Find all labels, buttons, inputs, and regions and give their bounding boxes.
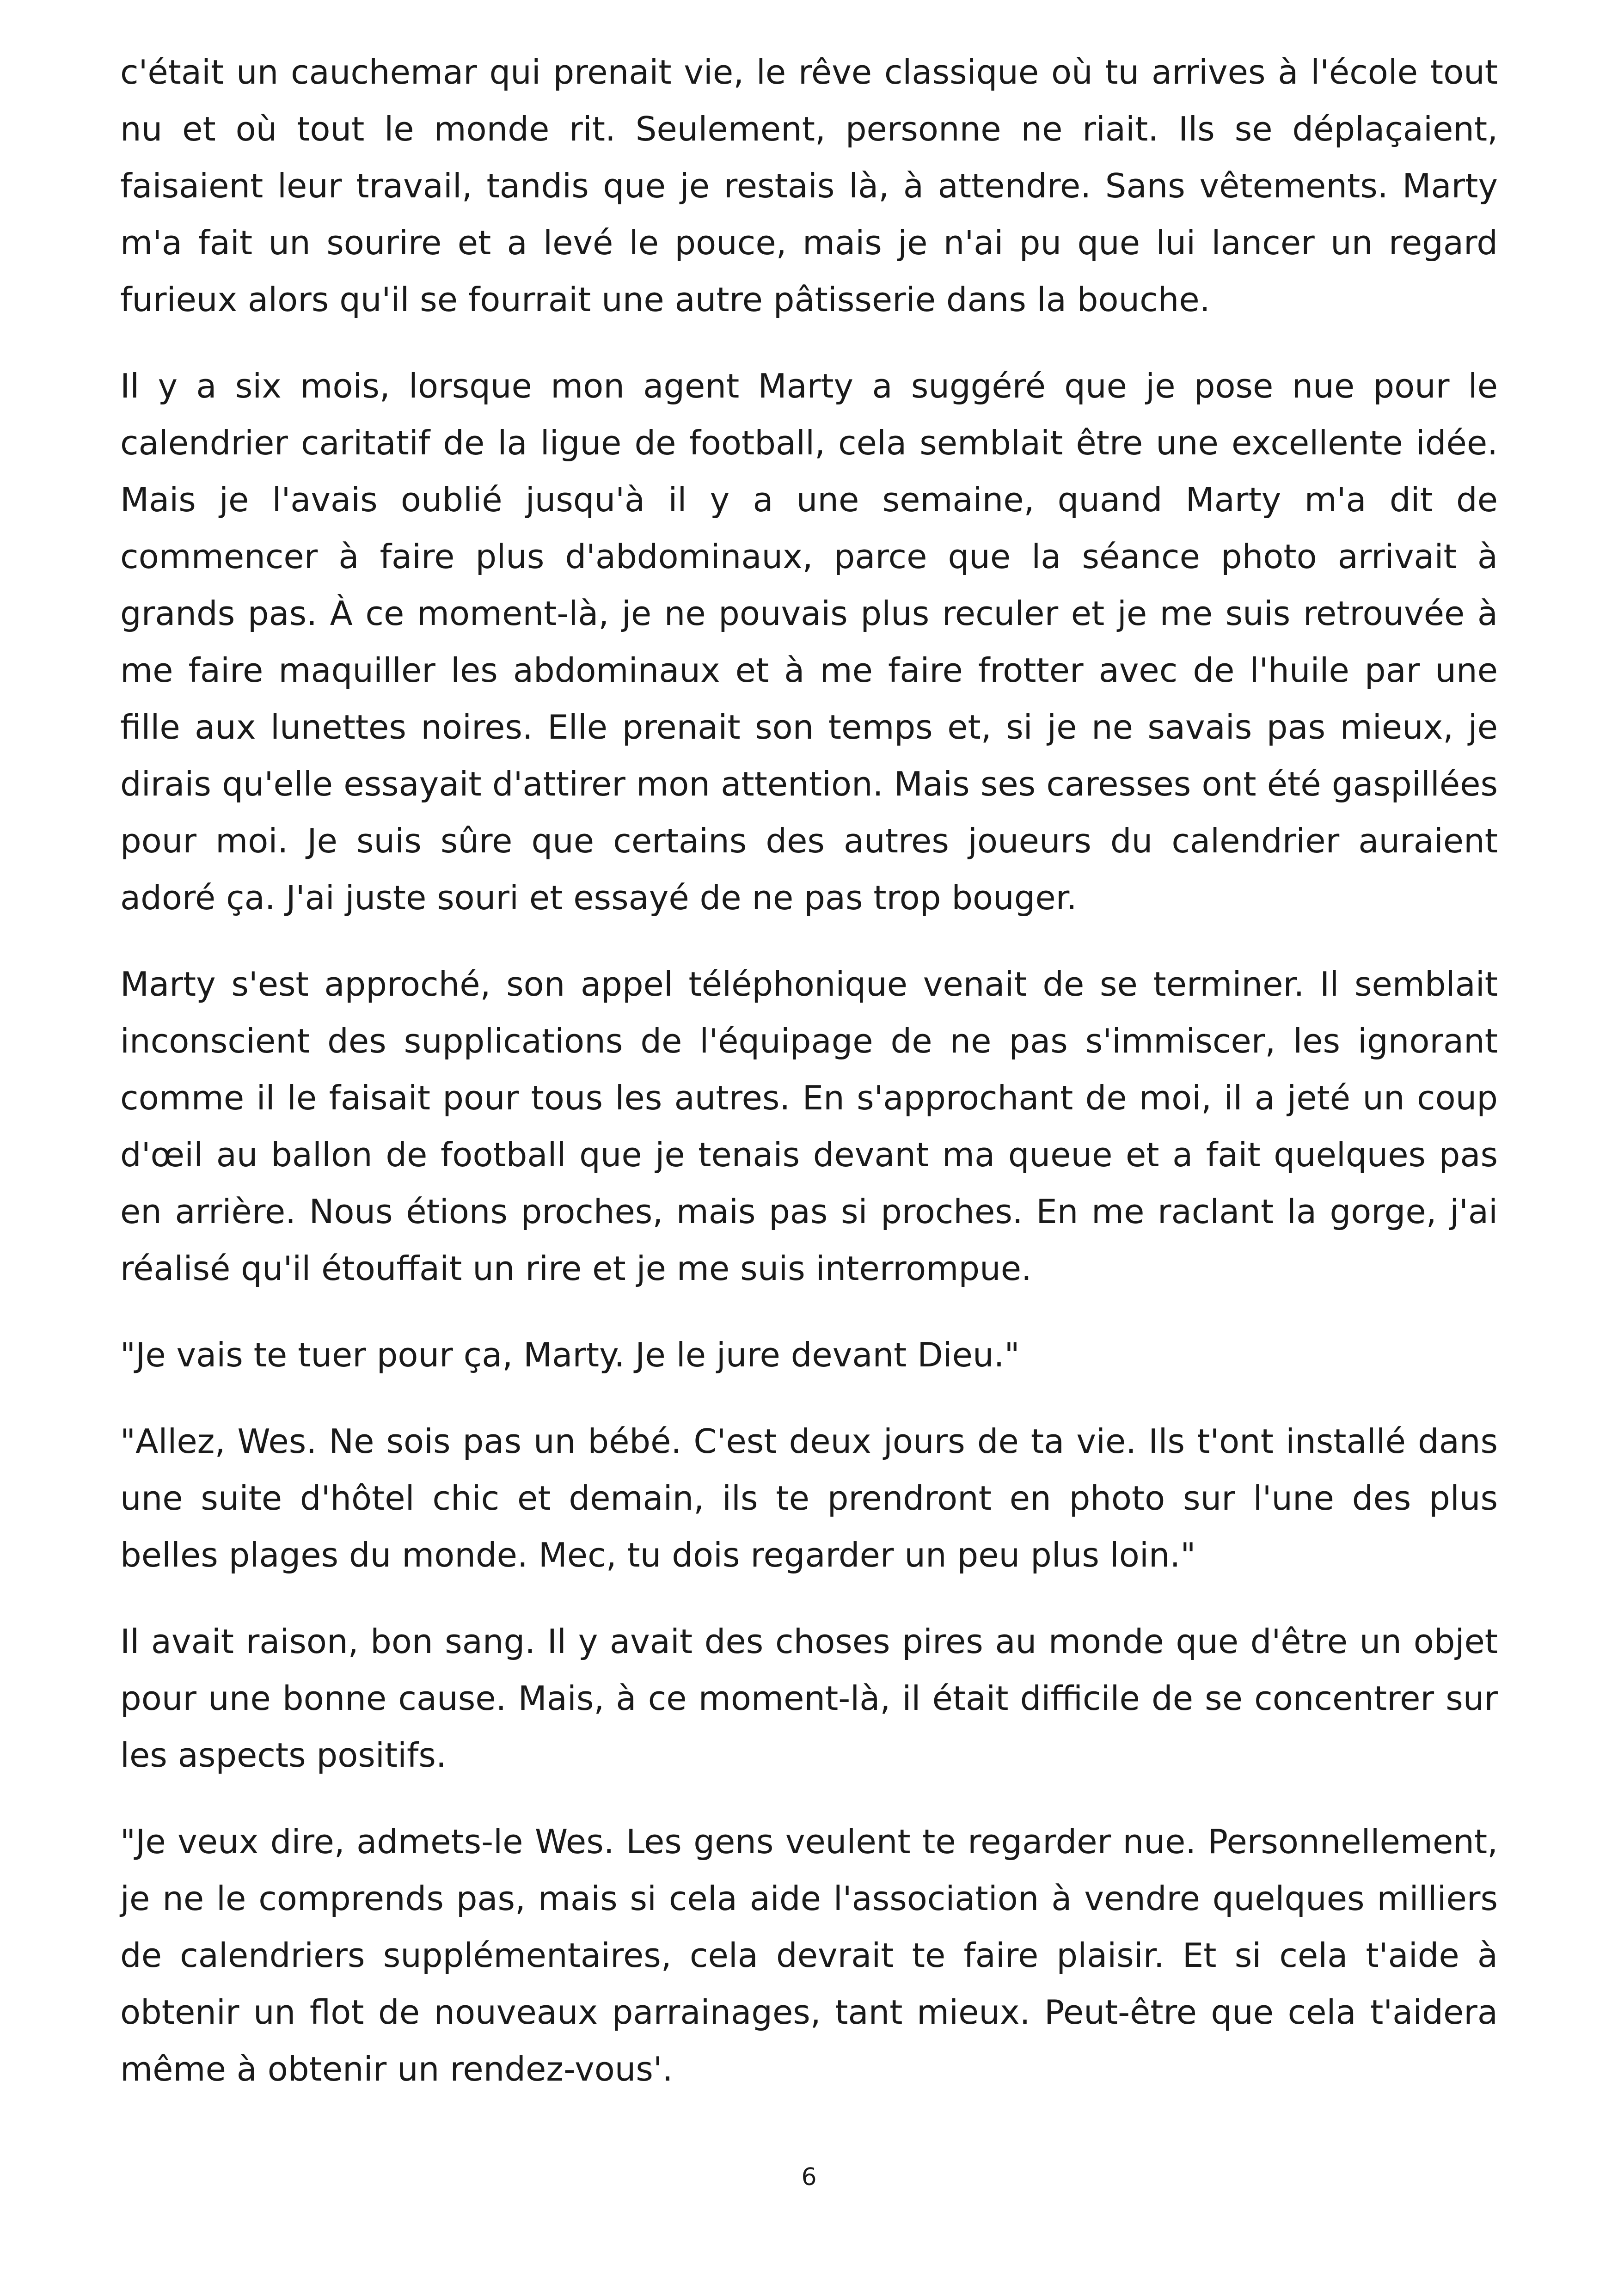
paragraph-5: "Allez, Wes. Ne sois pas un bébé. C'est deux jours de ta vie. Ils t'ont installé dans une suite d'hôtel chic et demain, ils te prendront en photo sur l'une des plus belles plages du monde. Mec, tu dois regarder un peu plus loin."	[120, 1422, 1498, 1574]
page-number: 6	[801, 2163, 817, 2191]
paragraph-3: Marty s'est approché, son appel téléphonique venait de se terminer. Il semblait inconscient des supplications de l'équipage de ne pas s'immiscer, les ignorant comme il le faisait pour tous les autres. En s'approchant de moi, il a jeté un coup d'œil au ballon de football que je tenais devant ma queue et a fait quelques pas en arrière. Nous étions proches, mais pas si proches. En me raclant la gorge, j'ai réalisé qu'il étouffait un rire et je me suis interrompue.	[120, 965, 1498, 1288]
paragraph-6: Il avait raison, bon sang. Il y avait des choses pires au monde que d'être un objet pour une bonne cause. Mais, à ce moment-là, il était difficile de se concentrer sur les aspects positifs.	[120, 1622, 1498, 1775]
paragraph-7: "Je veux dire, admets-le Wes. Les gens veulent te regarder nue. Personnellement, je ne le comprends pas, mais si cela aide l'association à vendre quelques milliers de calendriers supplémentaires, cela devrait te faire plaisir. Et si cela t'aide à obtenir un flot de nouveaux parrainages, tant mieux. Peut-être que cela t'aidera même à obtenir un rendez-vous'.	[120, 1822, 1498, 2088]
body-text	[120, 44, 1498, 2127]
paragraph-2: Il y a six mois, lorsque mon agent Marty a suggéré que je pose nue pour le calendrier caritatif de la ligue de football, cela semblait être une excellente idée. Mais je l'avais oublié jusqu'à il y a une semaine, quand Marty m'a dit de commencer à faire plus d'abdominaux, parce que la séance photo arrivait à grands pas. À ce moment-là, je ne pouvais plus reculer et je me suis retrouvée à me faire maquiller les abdominaux et à me faire frotter avec de l'huile par une fille aux lunettes noires. Elle prenait son temps et, si je ne savais pas mieux, je dirais qu'elle essayait d'attirer mon attention. Mais ses caresses ont été gaspillées pour moi. Je suis sûre que certains des autres joueurs du calendrier auraient adoré ça. J'ai juste souri et essayé de ne pas trop bouger.	[120, 367, 1498, 917]
paragraph-4: "Je vais te tuer pour ça, Marty. Je le jure devant Dieu."	[120, 1335, 1020, 1374]
paragraph-1: c'était un cauchemar qui prenait vie, le rêve classique où tu arrives à l'école tout nu et où tout le monde rit. Seulement, personne ne riait. Ils se déplaçaient, faisaient leur travail, tandis que je restais là, à attendre. Sans vêtements. Marty m'a fait un sourire et a levé le pouce, mais je n'ai pu que lui lancer un regard furieux alors qu'il se fourrait une autre pâtisserie dans la bouche.	[120, 53, 1498, 319]
